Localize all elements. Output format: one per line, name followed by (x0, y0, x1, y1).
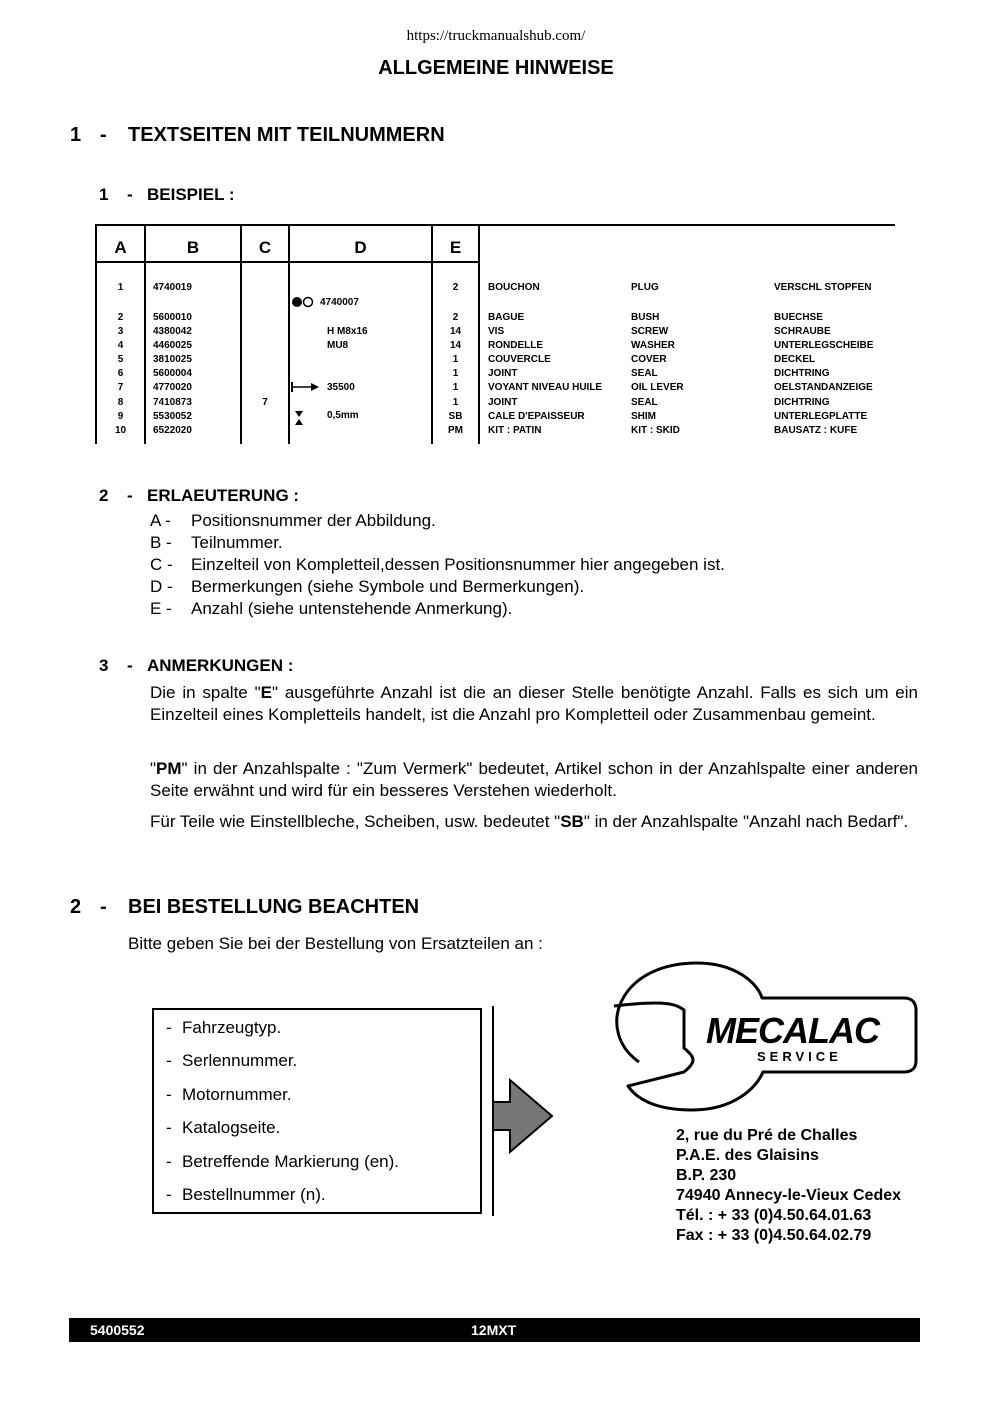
page-title: ALLGEMEINE HINWEISE (378, 57, 614, 79)
company-address (676, 1126, 901, 1246)
row7-remark: 35500 (327, 382, 355, 393)
footer-docnumber: 5400552 (90, 1322, 145, 1338)
legend-key: B - (150, 533, 172, 552)
row7-qty: 1 (452, 382, 459, 393)
row10-fr: KIT : PATIN (488, 425, 542, 436)
note-paragraph-qty (150, 682, 918, 726)
row8-fr: JOINT (488, 397, 518, 408)
notes-number: 3 (99, 656, 109, 675)
row6-fr: JOINT (488, 368, 518, 379)
legend-text: Einzelteil von Kompletteil,dessen Positionsnummer hier angegeben ist. (191, 555, 725, 574)
legend-key: E - (150, 599, 172, 618)
row8-qty: 1 (452, 397, 459, 408)
row1b-remark: 4740007 (320, 297, 359, 308)
legend-text: Anzahl (siehe untenstehende Anmerkung). (191, 599, 513, 618)
legend-key: D - (150, 577, 173, 596)
column-header-e: E (449, 238, 462, 257)
note-text: " ausgeführte Anzahl ist die an dieser Stelle benötigte Anzahl. Falls es sich um ein Einzelteil eines Kompletteils handelt, ist die Anzahl pro Kompletteil oder Zusammenbau gemeint. (150, 683, 918, 724)
row3-partno: 4380042 (153, 326, 192, 337)
row4-de: UNTERLEGSCHEIBE (774, 340, 874, 351)
row9-de: UNTERLEGPLATTE (774, 411, 868, 422)
note-paragraph-pm (150, 758, 918, 802)
column-header-c: C (258, 238, 272, 257)
example-number: 1 (99, 185, 109, 204)
row1-en: PLUG (631, 282, 659, 293)
row7-fr: VOYANT NIVEAU HUILE (488, 382, 603, 393)
legend-text: Positionsnummer der Abbildung. (191, 511, 436, 530)
explanation-list (150, 511, 850, 623)
section1-heading (70, 124, 670, 150)
legend-key: A - (150, 511, 171, 530)
row1-de: VERSCHL STOPFEN (774, 282, 872, 293)
note-keyword: PM (156, 759, 182, 778)
row3-fr: VIS (488, 326, 505, 337)
address-line: B.P. 230 (676, 1167, 737, 1184)
row5-de: DECKEL (774, 354, 816, 365)
row10-de: BAUSATZ : KUFE (774, 425, 858, 436)
row4-pos: 4 (117, 340, 124, 351)
order-item-text: Bestellnummer (n). (182, 1185, 326, 1204)
notes-title: ANMERKUNGEN : (147, 656, 294, 675)
explanation-dash: - (127, 486, 133, 505)
legend-text: Teilnummer. (191, 533, 283, 552)
section1-number: 1 (70, 124, 82, 146)
row8-en: SEAL (631, 397, 658, 408)
fax-line: Fax : + 33 (0)4.50.64.02.79 (676, 1227, 872, 1244)
thickness-icon (294, 410, 304, 426)
order-item-text: Katalogseite. (182, 1118, 281, 1137)
col-rule-desc (478, 224, 480, 444)
explanation-number: 2 (99, 486, 109, 505)
bullet-dash: - (166, 1051, 172, 1070)
notes-dash: - (127, 656, 133, 675)
section1-dash: - (100, 124, 107, 146)
note-paragraph-sb (150, 811, 918, 833)
row4-en: WASHER (631, 340, 675, 351)
row2-pos: 2 (117, 312, 124, 323)
row5-fr: COUVERCLE (488, 354, 551, 365)
row5-qty: 1 (452, 354, 459, 365)
legend-key: C - (150, 555, 173, 574)
column-header-b: B (186, 238, 200, 257)
arrow-right-icon (291, 380, 321, 394)
row2-fr: BAGUE (488, 312, 525, 323)
row2-de: BUECHSE (774, 312, 823, 323)
row9-pos: 9 (117, 411, 124, 422)
row5-partno: 3810025 (153, 354, 192, 365)
row7-en: OIL LEVER (631, 382, 684, 393)
order-item-text: Motornummer. (182, 1085, 292, 1104)
row5-pos: 5 (117, 354, 124, 365)
note-text: Für Teile wie Einstellbleche, Scheiben, usw. bedeutet " (150, 812, 561, 831)
source-url[interactable]: https://truckmanualshub.com/ (406, 28, 586, 44)
row6-en: SEAL (631, 368, 658, 379)
example-title: BEISPIEL : (147, 185, 235, 204)
row6-partno: 5600004 (153, 368, 192, 379)
row4-partno: 4460025 (153, 340, 192, 351)
row9-en: SHIM (631, 411, 656, 422)
footer-bar (69, 1318, 920, 1342)
bullet-dash: - (166, 1152, 172, 1171)
section2-number: 2 (70, 896, 82, 918)
row6-qty: 1 (452, 368, 459, 379)
row7-de: OELSTANDANZEIGE (774, 382, 873, 393)
address-line: 74940 Annecy-le-Vieux Cedex (676, 1187, 902, 1204)
row9-partno: 5530052 (153, 411, 192, 422)
row1-qty: 2 (452, 282, 459, 293)
row10-qty: PM (448, 425, 463, 436)
row9-fr: CALE D'EPAISSEUR (488, 411, 585, 422)
explanation-title: ERLAEUTERUNG : (147, 486, 300, 505)
row3-en: SCREW (631, 326, 669, 337)
order-item-text: Betreffende Markierung (en). (182, 1152, 400, 1171)
column-header-a: A (114, 238, 127, 257)
row1-pos: 1 (117, 282, 124, 293)
explanation-heading (99, 486, 399, 508)
note-text: " (150, 759, 157, 778)
row3-remark: H M8x16 (327, 326, 368, 337)
row4-qty: 14 (449, 340, 462, 351)
section2-title: BEI BESTELLUNG BEACHTEN (128, 896, 420, 918)
row3-qty: 14 (449, 326, 462, 337)
phone-line: Tél. : + 33 (0)4.50.64.01.63 (676, 1207, 872, 1224)
row10-partno: 6522020 (153, 425, 192, 436)
column-header-d: D (354, 238, 367, 257)
address-line: P.A.E. des Glaisins (676, 1147, 819, 1164)
row6-de: DICHTRING (774, 368, 830, 379)
address-line: 2, rue du Pré de Challes (676, 1127, 858, 1144)
brand-service: SERVICE (757, 1049, 842, 1064)
row7-partno: 4770020 (153, 382, 192, 393)
note-text: " in der Anzahlspalte : "Zum Vermerk" bedeutet, Artikel schon in der Anzahlspalte einer anderen Seite erwähnt und wird für ein besseres Verstehen wiederholt. (150, 759, 918, 800)
section2-dash: - (100, 896, 107, 918)
bullet-dash: - (166, 1185, 172, 1204)
brand-logo: MECALAC (706, 1010, 879, 1051)
row7-pos: 7 (117, 382, 124, 393)
example-heading (99, 185, 399, 207)
component-symbol-icon (291, 295, 315, 309)
notes-heading (99, 656, 399, 678)
row6-pos: 6 (117, 368, 124, 379)
legend-text: Bermerkungen (siehe Symbole und Bermerkungen). (191, 577, 585, 596)
note-text: " in der Anzahlspalte "Anzahl nach Bedarf". (583, 812, 909, 831)
order-item-text: Fahrzeugtyp. (182, 1018, 282, 1037)
row2-en: BUSH (631, 312, 660, 323)
row4-remark: MU8 (327, 340, 349, 351)
section1-title: TEXTSEITEN MIT TEILNUMMERN (128, 124, 445, 146)
section2-heading (70, 896, 670, 922)
row9-remark: 0,5mm (327, 410, 359, 421)
bullet-dash: - (166, 1118, 172, 1137)
note-text: Die in spalte " (150, 683, 261, 702)
order-intro: Bitte geben Sie bei der Bestellung von Ersatzteilen an : (128, 934, 543, 953)
row3-de: SCHRAUBE (774, 326, 831, 337)
table-top-rule (95, 224, 895, 226)
parts-table (95, 224, 895, 446)
example-dash: - (127, 185, 133, 204)
note-keyword: SB (560, 812, 584, 831)
bullet-dash: - (166, 1085, 172, 1104)
row1-fr: BOUCHON (488, 282, 540, 293)
row1-partno: 4740019 (153, 282, 192, 293)
row3-pos: 3 (117, 326, 124, 337)
row4-fr: RONDELLE (488, 340, 543, 351)
order-item-text: Serlennummer. (182, 1051, 298, 1070)
row5-en: COVER (631, 354, 667, 365)
row2-partno: 5600010 (153, 312, 192, 323)
row2-qty: 2 (452, 312, 459, 323)
note-keyword: E (260, 683, 272, 702)
row10-en: KIT : SKID (631, 425, 680, 436)
row8-parent: 7 (262, 397, 268, 408)
row8-de: DICHTRING (774, 397, 830, 408)
footer-model: 12MXT (471, 1322, 517, 1338)
row10-pos: 10 (114, 425, 127, 436)
row9-qty: SB (448, 411, 463, 422)
arrow-right-icon (488, 1004, 560, 1218)
row8-partno: 7410873 (153, 397, 192, 408)
row8-pos: 8 (117, 397, 124, 408)
order-info-box (152, 1008, 482, 1214)
bullet-dash: - (166, 1018, 172, 1037)
